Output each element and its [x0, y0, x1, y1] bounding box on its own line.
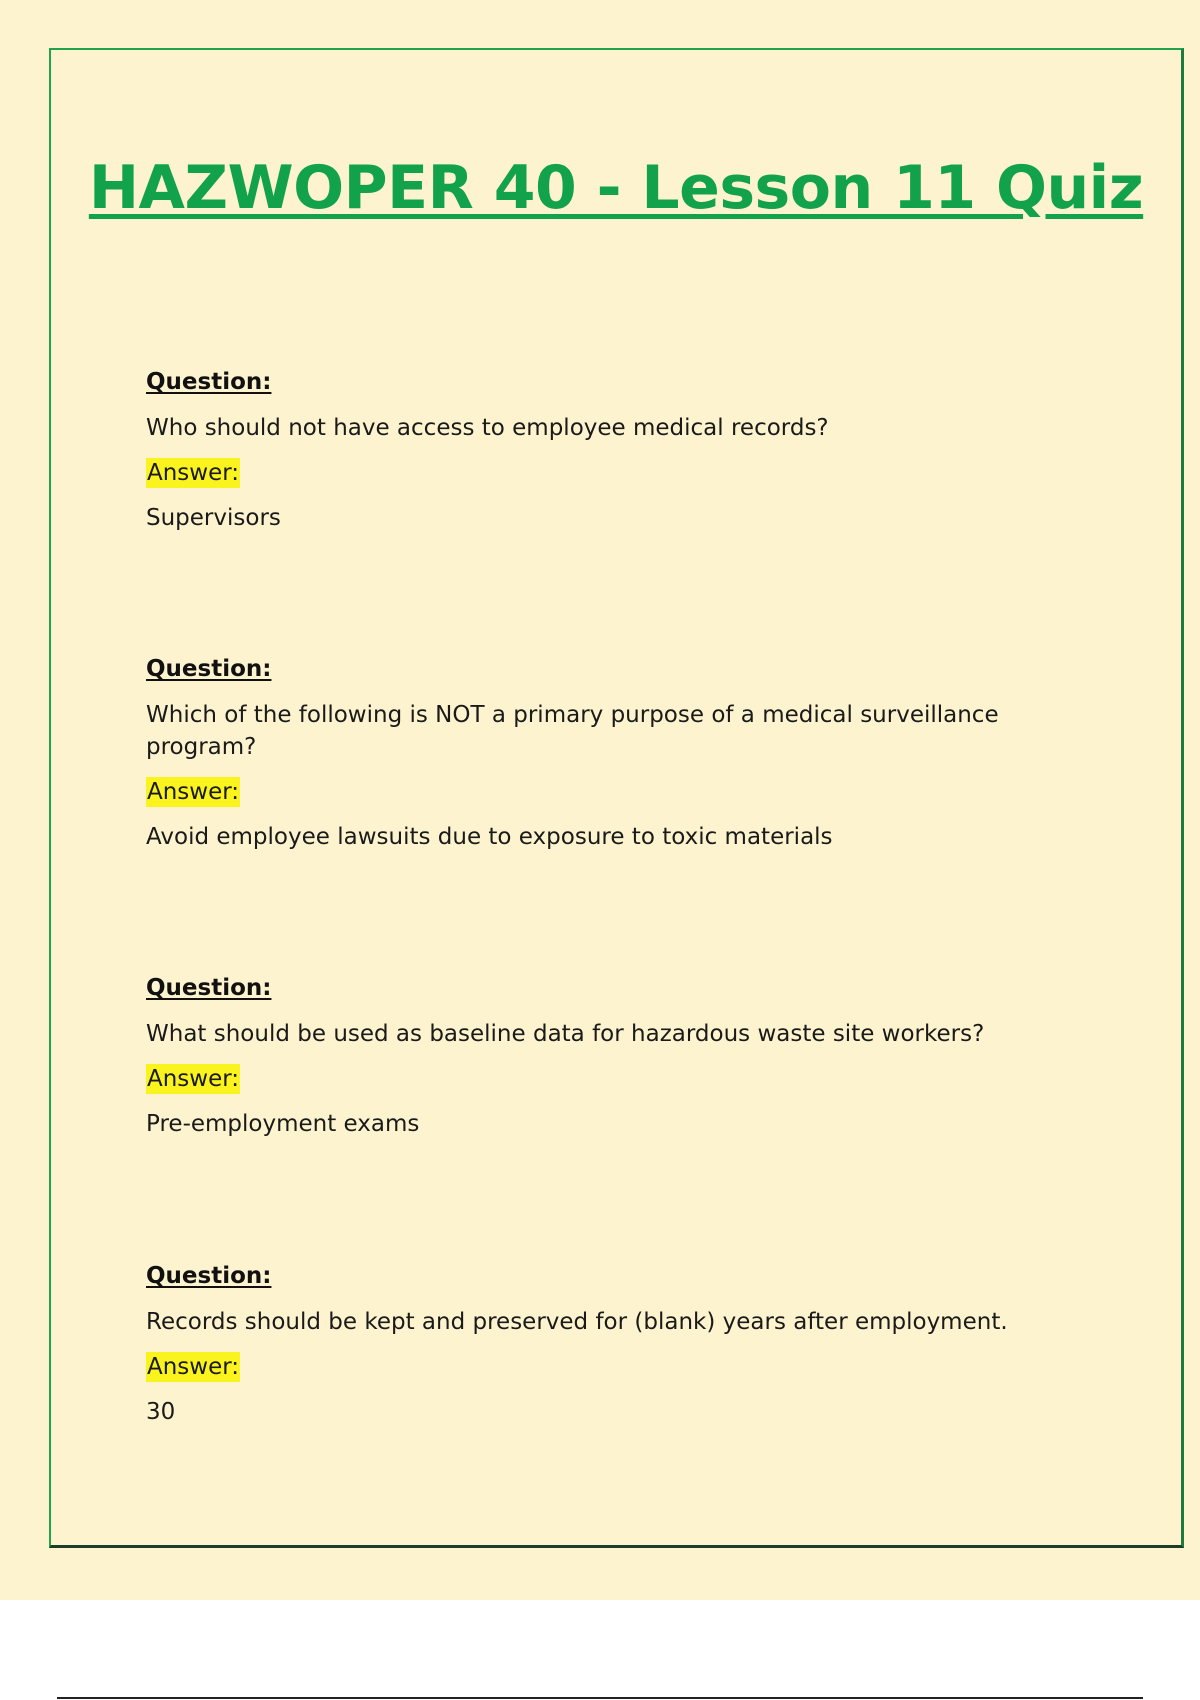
question-label: Question:	[146, 975, 272, 1001]
answer-text: 30	[146, 1399, 176, 1425]
question-label: Question:	[146, 656, 272, 682]
question-text: What should be used as baseline data for hazardous waste site workers?	[146, 1021, 985, 1047]
qa-block-4	[146, 1260, 1106, 1428]
answer-label: Answer:	[147, 779, 240, 805]
question-text: Who should not have access to employee medical records?	[146, 415, 829, 441]
question-label: Question:	[146, 1263, 272, 1289]
answer-text: Pre-employment exams	[146, 1111, 420, 1137]
page-title	[51, 148, 1181, 228]
page-title-text: HAZWOPER 40 - Lesson 11 Quiz	[88, 153, 1144, 223]
question-text: Which of the following is NOT a primary purpose of a medical surveillance program?	[146, 702, 999, 760]
answer-label: Answer:	[147, 460, 240, 486]
footer-divider	[57, 1697, 1143, 1699]
answer-label: Answer:	[147, 1066, 240, 1092]
quiz-frame	[49, 48, 1184, 1548]
qa-block-2	[146, 653, 1106, 853]
answer-text: Avoid employee lawsuits due to exposure to toxic materials	[146, 824, 833, 850]
question-label: Question:	[146, 369, 272, 395]
qa-block-3	[146, 972, 1106, 1140]
qa-block-1	[146, 366, 1106, 534]
question-text: Records should be kept and preserved for (blank) years after employment.	[146, 1309, 1008, 1335]
answer-label: Answer:	[147, 1354, 240, 1380]
answer-text: Supervisors	[146, 505, 281, 531]
